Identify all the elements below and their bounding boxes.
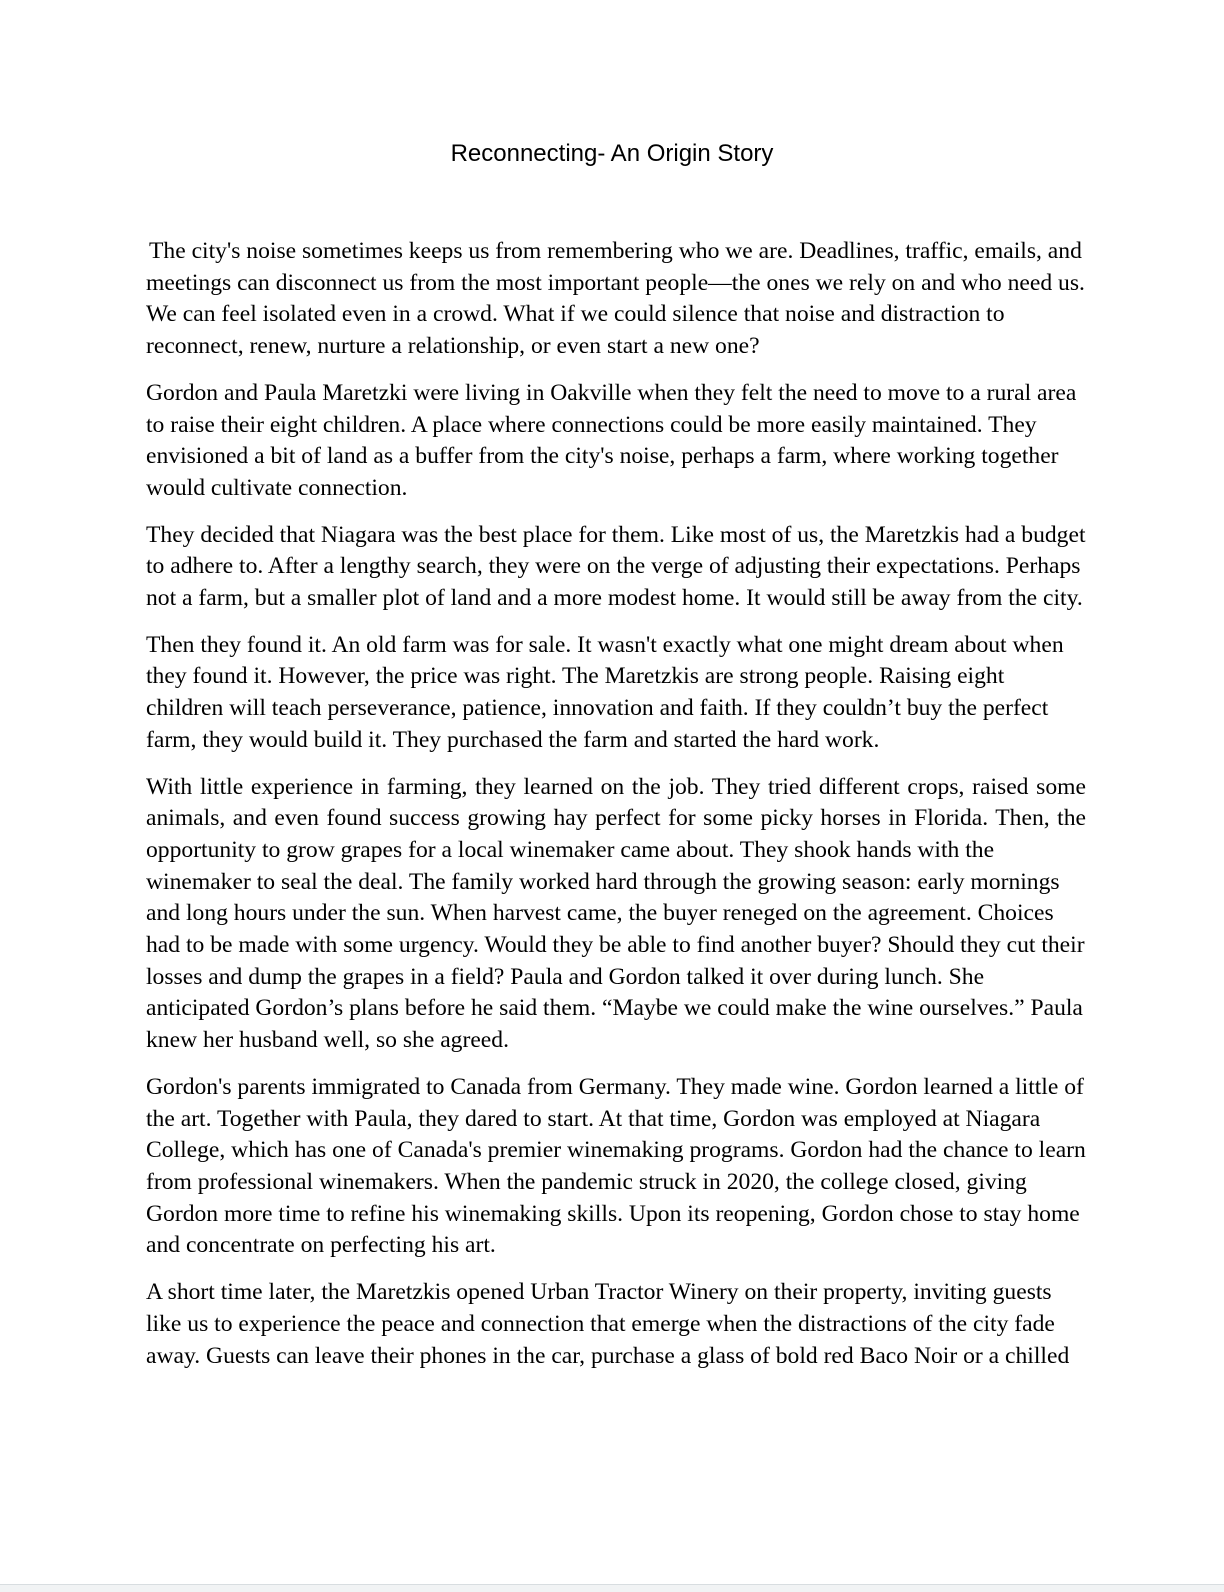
page-gap: [0, 1585, 1224, 1592]
document-body: [146, 236, 1086, 1387]
paragraph-oakville: Gordon and Paula Maretzki were living in Oakville when they felt the need to move to a rural area to raise their eight children. A place where connections could be more easily maintained. They envisioned a bit of land as a buffer from the city's noise, perhaps a farm, where working together would cultivate connection.: [146, 379, 1077, 501]
paragraph-parents: Gordon's parents immigrated to Canada from Germany. They made wine. Gordon learned a little of the art. Together with Paula, they dared to start. At that time, Gordon was employed at Niagara College, which has one of Canada's premier winemaking programs. Gordon had the chance to learn from professional winemakers. When the pandemic struck in 2020, the college closed, giving Gordon more time to refine his winemaking skills. Upon its reopening, Gordon chose to stay home and concentrate on perfecting his art.: [146, 1073, 1086, 1259]
document-title: Reconnecting- An Origin Story: [450, 140, 774, 167]
paragraph-winemaker-deal: winemaker to seal the deal. The family worked hard through the growing season: early mornings and long hours under the sun. When harvest came, the buyer reneged on the agreement. Choices had to be made with some urgency. Would they be able to find another buyer? Should they cut their losses and dump the grapes in a field? Paula and Gordon talked it over during lunch. She anticipated Gordon’s plans before he said them. “Maybe we could make the wine ourselves.” Paula knew her husband well, so she agreed.: [146, 868, 1085, 1054]
paragraph-intro: The city's noise sometimes keeps us from remembering who we are. Deadlines, traffic, emails, and meetings can disconnect us from the most important people—the ones we rely on and who need us. We can feel isolated even in a crowd. What if we could silence that noise and distraction to reconnect, renew, nurture a relationship, or even start a new one?: [146, 238, 1085, 360]
paragraph-learning-farming: With little experience in farming, they learned on the job. They tried different crops, raised some animals, and even found success growing hay perfect for some picky horses in Florida. Then, the opportunity to grow grapes for a local winemaker came about. They shook hands with the: [146, 773, 1086, 863]
paragraph-niagara: They decided that Niagara was the best place for them. Like most of us, the Maretzkis had a budget to adhere to. After a lengthy search, they were on the verge of adjusting their expectations. Perhaps not a farm, but a smaller plot of land and a more modest home. It would still be away from the city.: [146, 521, 1086, 612]
paragraph-urban-tractor: A short time later, the Maretzkis opened Urban Tractor Winery on their property, inviting guests like us to experience the peace and connection that emerge when the distractions of the city fade away. Guests can leave their phones in the car, purchase a glass of bold red Baco Noir or a chilled: [146, 1279, 1070, 1369]
paragraph-found-farm: Then they found it. An old farm was for sale. It wasn't exactly what one might dream about when they found it. However, the price was right. The Maretzkis are strong people. Raising eight children will teach perseverance, patience, innovation and faith. If they couldn’t buy the perfect farm, they would build it. They purchased the farm and started the hard work.: [146, 631, 1064, 753]
